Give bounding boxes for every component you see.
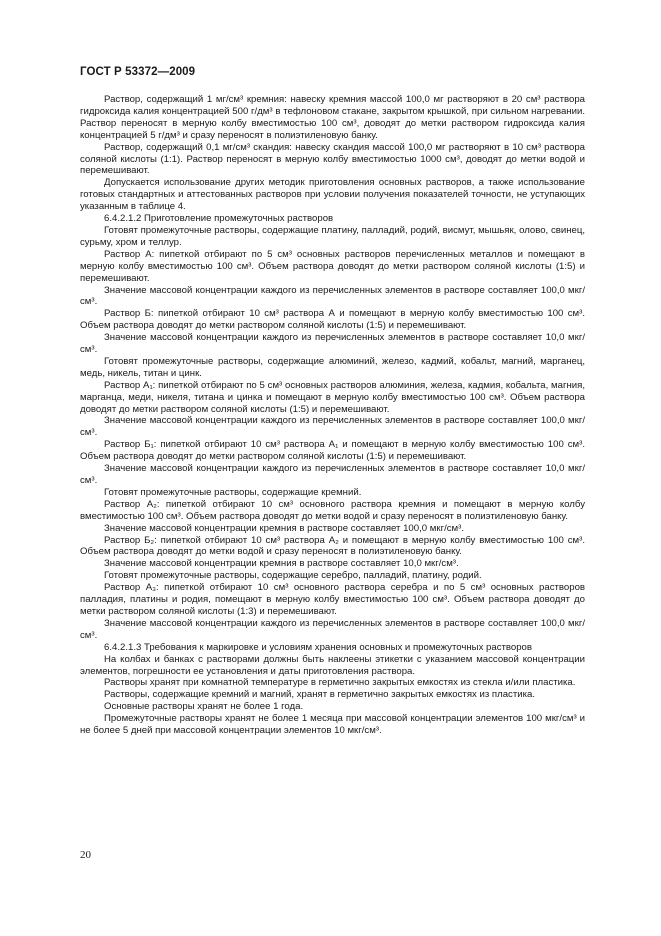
paragraph: Значение массовой концентрации кремния в растворе составляет 10,0 мкг/см³. [104,558,459,570]
paragraph: Промежуточные растворы хранят не более 1 месяца при массовой концентрации элементов 100 мкг/см³ и не более 5 дней при массовой концентрации элементов 10 мкг/см³. [80,713,585,737]
paragraph: Раствор А₃: пипеткой отбирают 10 см³ основного раствора серебра и по 5 см³ основных растворов палладия, платины и родия, помещают в мерную колбу вместимостью 100 см³. Объем раствора доводят до метки раствором соляной кислоты (1:3) и перемешивают. [80,582,585,617]
page-number: 20 [80,849,91,861]
section-heading: 6.4.2.1.2 Приготовление промежуточных растворов [104,213,334,225]
paragraph: Растворы хранят при комнатной температуре в герметично закрытых емкостях из стекла и/или пластика. [104,677,576,689]
paragraph: Раствор А₂: пипеткой отбирают 10 см³ основного раствора кремния и помещают в мерную колбу вместимостью 100 см³. Объем раствора доводят до метки водой и сразу переносят в полиэтиленовую банку. [80,498,585,522]
paragraph: Значение массовой концентрации кремния в растворе составляет 100,0 мкг/см³. [104,522,464,534]
paragraph: Значение массовой концентрации каждого из перечисленных элементов в растворе составляет 100,0 мкг/см³. [80,284,585,308]
paragraph: Раствор А₁: пипеткой отбирают по 5 см³ основных растворов алюминия, железа, кадмия, кобальта, магния, марганца, меди, никеля, титана и цинка и помещают в мерную колбу вместимостью 100 см³. Объем раствора доводят до метки раствором соляной кислоты (1:5) и перемешивают. [80,379,585,415]
paragraph: На колбах и банках с растворами должны быть наклеены этикетки с указанием массовой концентрации элементов, погрешности ее установления и даты приготовления раствора. [80,653,585,677]
section-heading: 6.4.2.1.3 Требования к маркировке и условиям хранения основных и промежуточных растворов [104,641,532,653]
paragraph: Значение массовой концентрации каждого из перечисленных элементов в растворе составляет 10,0 мкг/см³. [80,332,585,356]
paragraph: Раствор, содержащий 1 мг/см³ кремния: навеску кремния массой 100,0 мг растворяют в 20 см³ раствора гидроксида калия концентрацией 500 г/дм³ в тефлоновом стакане, закрытом крышкой, при сильном нагревании. Раствор переносят в мерную колбу вместимостью 100 см³, доводят до метки раствором гидроксида калия концентрацией 5 г/дм³ и сразу переносят в полиэтиленовую банку. [80,94,585,141]
paragraph: Раствор Б₂: пипеткой отбирают 10 см³ раствора А₂ и помещают в мерную колбу вместимостью 100 см³. Объем раствора доводят до метки водой и сразу переносят в полиэтиленовую банку. [80,534,585,558]
paragraph: Раствор, содержащий 0,1 мг/см³ скандия: навеску скандия массой 100,0 мг растворяют в 10 см³ раствора соляной кислоты (1:1). Раствор переносят в мерную колбу вместимостью 1000 см³, доводят до метки водой и перемешивают. [80,141,585,177]
document-header: ГОСТ Р 53372—2009 [80,66,196,78]
paragraph: Готовят промежуточные растворы, содержащие платину, палладий, родий, висмут, мышьяк, олово, свинец, сурьму, хром и теллур. [80,224,585,248]
paragraph: Готовят промежуточные растворы, содержащие алюминий, железо, кадмий, кобальт, магний, марганец, медь, никель, титан и цинк. [80,355,585,379]
paragraph: Растворы, содержащие кремний и магний, хранят в герметично закрытых емкостях из пластика. [104,689,535,701]
paragraph: Значение массовой концентрации каждого из перечисленных элементов в растворе составляет 100,0 мкг/см³. [80,415,585,439]
paragraph: Раствор Б₁: пипеткой отбирают 10 см³ раствора А₁ и помещают в мерную колбу вместимостью 100 см³. Объем раствора доводят до метки раствором соляной кислоты (1:5) и перемешивают. [80,439,585,463]
paragraph: Раствор А: пипеткой отбирают по 5 см³ основных растворов перечисленных металлов и помещают в мерную колбу вместимостью 100 см³. Объем раствора доводят до метки раствором соляной кислоты (1:5) и перемешивают. [80,248,585,284]
paragraph: Раствор Б: пипеткой отбирают 10 см³ раствора А и помещают в мерную колбу вместимостью 100 см³. Объем раствора доводят до метки раствором соляной кислоты (1:5) и перемешивают. [80,308,585,332]
paragraph: Готовят промежуточные растворы, содержащие серебро, палладий, платину, родий. [104,570,482,582]
paragraph: Основные растворы хранят не более 1 года. [104,701,304,713]
paragraph: Готовят промежуточные растворы, содержащие кремний. [104,486,362,498]
paragraph: Значение массовой концентрации каждого из перечисленных элементов в растворе составляет 100,0 мкг/см³. [80,617,585,641]
paragraph: Допускается использование других методик приготовления основных растворов, а также использование готовых стандартных и аттестованных растворов при условии получения показателей точности, не уступающих указанным в таблице 4. [80,177,585,213]
document-body [80,94,585,737]
paragraph: Значение массовой концентрации каждого из перечисленных элементов в растворе составляет 10,0 мкг/см³. [80,463,585,486]
